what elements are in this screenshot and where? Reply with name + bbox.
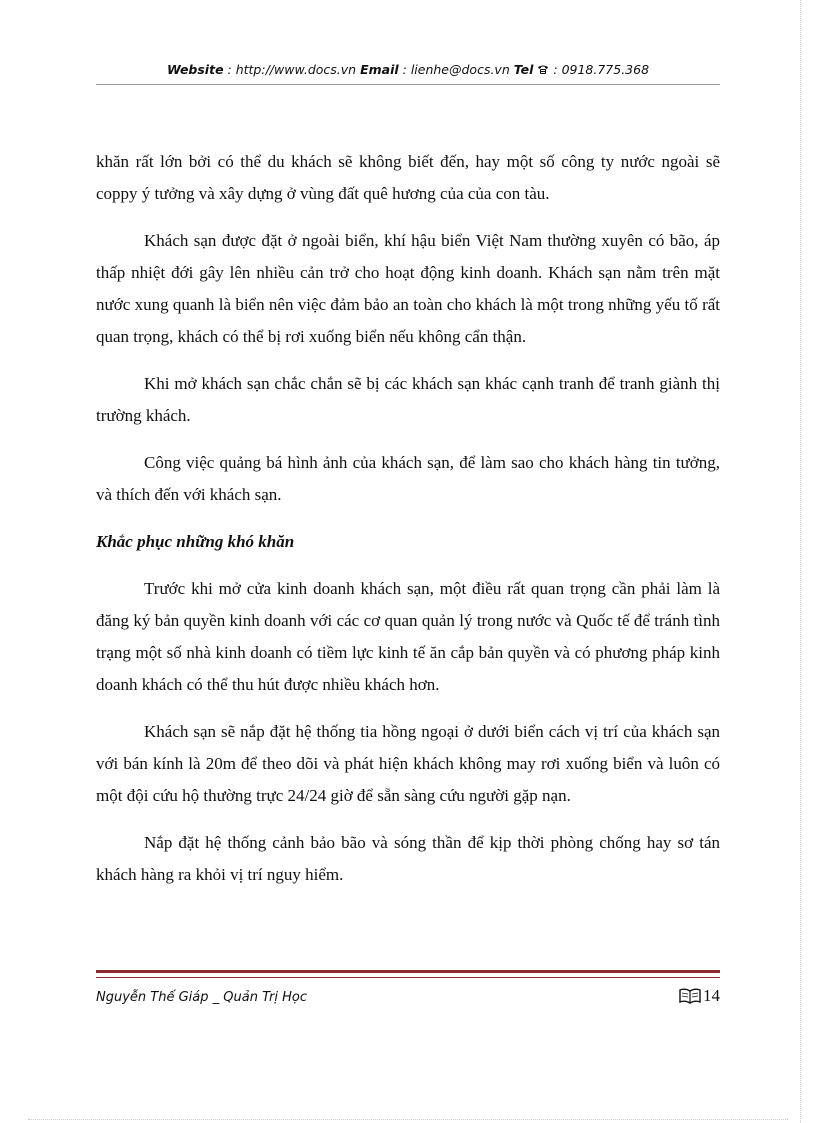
email-value[interactable]: : lienhe@docs.vn xyxy=(398,62,514,77)
paragraph-2: Khách sạn được đặt ở ngoài biển, khí hậu biển Việt Nam thường xuyên có bão, áp thấp nhiệt đới gây lên nhiều cản trở cho hoạt động kinh doanh. Khách sạn nằm trên mặt nước xung quanh là biển nên việc đảm bảo an toàn cho khách là một trong những yếu tố rất quan trọng, khách có thể bị rơi xuống biển nếu không cẩn thận. xyxy=(96,231,720,346)
paragraph-6: Khách sạn sẽ nắp đặt hệ thống tia hồng ngoại ở dưới biển cách vị trí của khách sạn với bán kính là 20m để theo dõi và phát hiện khách không may rơi xuống biển và luôn có một đội cứu hộ thường trực 24/24 giờ để sẵn sàng cứu người gặp nạn. xyxy=(96,722,720,805)
paragraph-5: Trước khi mở cửa kinh doanh khách sạn, một điều rất quan trọng cần phải làm là đăng ký bản quyền kinh doanh với các cơ quan quản lý trong nước và Quốc tế để tránh tình trạng một số nhà kinh doanh có tiềm lực kinh tế ăn cắp bản quyền và có phương pháp kinh doanh khách có thể thu hút được nhiều khách hơn. xyxy=(96,579,720,694)
page-edge-bottom xyxy=(28,1119,788,1120)
footer-divider xyxy=(96,970,720,978)
page-header xyxy=(96,62,720,77)
page-number-block xyxy=(679,986,720,1006)
page-edge-right xyxy=(800,0,801,1123)
paragraph-1: khăn rất lớn bởi có thể du khách sẽ không biết đến, hay một số công ty nước ngoài sẽ coppy ý tưởng và xây dựng ở vùng đất quê hương của của con tàu. xyxy=(96,152,720,203)
website-label: Website xyxy=(166,62,224,77)
paragraph-7: Nắp đặt hệ thống cảnh bảo bão và sóng thần để kịp thời phòng chống hay sơ tán khách hàng ra khỏi vị trí nguy hiểm. xyxy=(96,833,720,884)
paragraph-4: Công việc quảng bá hình ảnh của khách sạn, để làm sao cho khách hàng tin tưởng, và thích đến với khách sạn. xyxy=(96,453,720,504)
footer-author: Nguyễn Thế Giáp _ Quản Trị Học xyxy=(96,990,307,1005)
email-label: Email xyxy=(360,62,399,77)
open-book-icon xyxy=(679,988,701,1004)
paragraph-3: Khi mở khách sạn chắc chắn sẽ bị các khách sạn khác cạnh tranh để tranh giành thị trường khách. xyxy=(96,374,720,425)
page-number: 14 xyxy=(703,986,720,1005)
document-body xyxy=(96,146,720,906)
tel-label: Tel xyxy=(513,62,534,77)
telephone-icon xyxy=(537,64,549,75)
header-divider xyxy=(96,84,720,85)
tel-value: : 0918.775.368 xyxy=(549,62,650,77)
website-value[interactable]: : http://www.docs.vn xyxy=(223,62,361,77)
section-heading: Khắc phục những khó khăn xyxy=(96,532,295,551)
